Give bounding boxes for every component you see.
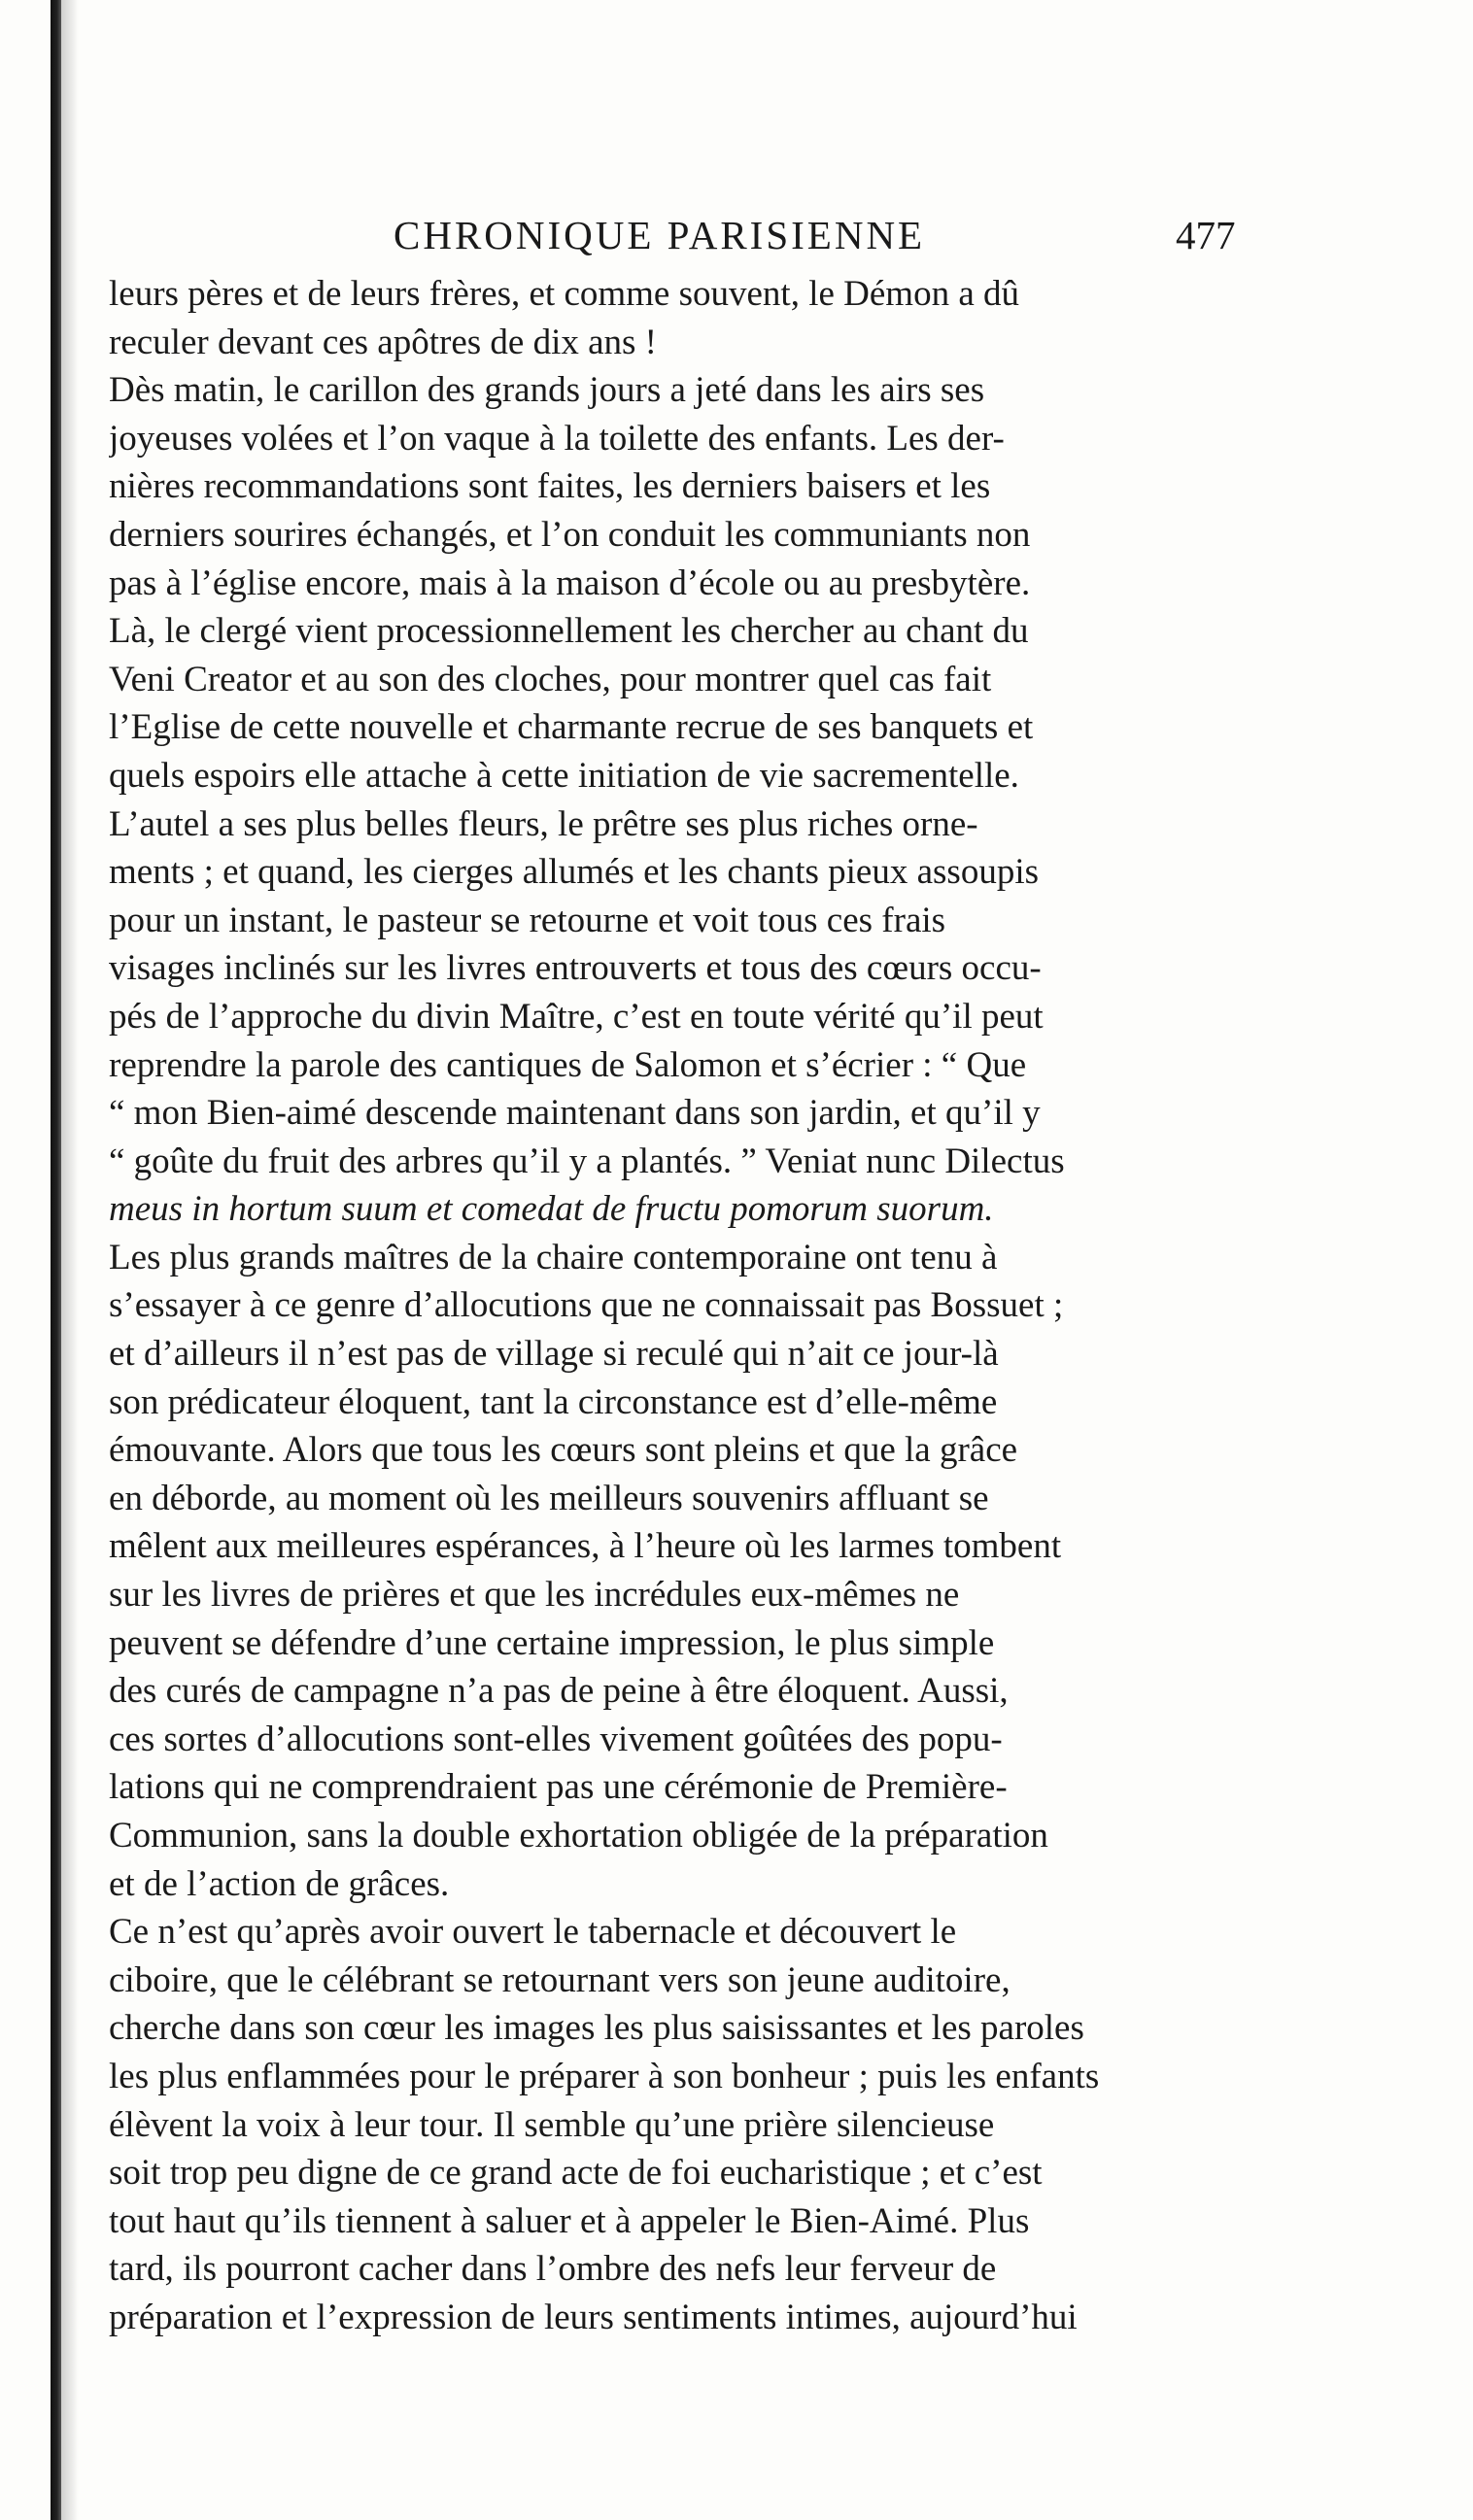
text-line: son prédicateur éloquent, tant la circonstance est d’elle-même	[109, 1381, 998, 1422]
text-line: Communion, sans la double exhortation obligée de la préparation	[109, 1816, 1048, 1856]
text-line: nières recommandations sont faites, les derniers baisers et les	[109, 466, 991, 507]
text-line: quels espoirs elle attache à cette initiation de vie sacrementelle.	[109, 755, 1019, 796]
text-line: Les plus grands maîtres de la chaire contemporaine ont tenu à	[109, 1237, 998, 1277]
text-line-italic: meus in hortum suum et comedat de fructu pomorum suorum.	[109, 1189, 994, 1230]
text-line: leurs pères et de leurs frères, et comme souvent, le Démon a dû	[109, 274, 1019, 314]
text-line: en déborde, au moment où les meilleurs souvenirs affluant se	[109, 1478, 989, 1518]
running-head: CHRONIQUE PARISIENNE	[394, 213, 926, 257]
text-line: joyeuses volées et l’on vaque à la toilette des enfants. Les der-	[109, 418, 1005, 459]
page-header	[0, 212, 1473, 260]
text-line: Ce n’est qu’après avoir ouvert le tabernacle et découvert le	[109, 1912, 957, 1953]
text-line: tard, ils pourront cacher dans l’ombre des nefs leur ferveur de	[109, 2249, 997, 2290]
text-line: reprendre la parole des cantiques de Salomon et s’écrier : “ Que	[109, 1044, 1027, 1085]
text-line: élèvent la voix à leur tour. Il semble qu’une prière silencieuse	[109, 2104, 995, 2145]
text-line: “ mon Bien-aimé descende maintenant dans son jardin, et qu’il y	[109, 1093, 1041, 1134]
text-line: Là, le clergé vient processionnellement les chercher au chant du	[109, 611, 1029, 652]
text-line: lations qui ne comprendraient pas une cérémonie de Première-	[109, 1767, 1008, 1808]
text-line: visages inclinés sur les livres entrouverts et tous des cœurs occu-	[109, 948, 1042, 989]
text-line: mêlent aux meilleures espérances, à l’heure où les larmes tombent	[109, 1526, 1062, 1567]
text-line: Veni Creator et au son des cloches, pour montrer quel cas fait	[109, 659, 992, 699]
text-line: ciboire, que le célébrant se retournant vers son jeune auditoire,	[109, 1959, 1011, 2000]
text-line: peuvent se défendre d’une certaine impression, le plus simple	[109, 1622, 995, 1663]
text-line: derniers sourires échangés, et l’on conduit les communiants non	[109, 514, 1031, 555]
binding-edge	[51, 0, 61, 2520]
body-text	[109, 270, 1246, 2342]
text-line: “ goûte du fruit des arbres qu’il y a plantés. ” Veniat nunc Dilectus	[109, 1141, 1065, 1181]
text-line: soit trop peu digne de ce grand acte de foi eucharistique ; et c’est	[109, 2153, 1043, 2194]
text-line: reculer devant ces apôtres de dix ans !	[109, 322, 657, 362]
text-line: les plus enflammées pour le préparer à son bonheur ; puis les enfants	[109, 2056, 1100, 2096]
text-line: pés de l’approche du divin Maître, c’est en toute vérité qu’il peut	[109, 996, 1044, 1037]
text-line: et de l’action de grâces.	[109, 1863, 450, 1904]
text-line: émouvante. Alors que tous les cœurs sont pleins et que la grâce	[109, 1430, 1018, 1471]
text-line: L’autel a ses plus belles fleurs, le prêtre ses plus riches orne-	[109, 803, 978, 844]
text-line: pas à l’église encore, mais à la maison d’école ou au presbytère.	[109, 562, 1031, 603]
text-line: et d’ailleurs il n’est pas de village si reculé qui n’ait ce jour-là	[109, 1334, 999, 1375]
text-line: Dès matin, le carillon des grands jours a jeté dans les airs ses	[109, 370, 985, 411]
text-line: préparation et l’expression de leurs sentiments intimes, aujourd’hui	[109, 2297, 1078, 2337]
text-line: ments ; et quand, les cierges allumés et les chants pieux assoupis	[109, 852, 1039, 893]
text-line: cherche dans son cœur les images les plus saisissantes et les paroles	[109, 2008, 1084, 2049]
text-line: sur les livres de prières et que les incrédules eux-mêmes ne	[109, 1575, 960, 1616]
text-line: pour un instant, le pasteur se retourne et voit tous ces frais	[109, 900, 946, 940]
binding-shadow	[61, 0, 79, 2520]
page-number: 477	[1176, 213, 1236, 257]
text-line: ces sortes d’allocutions sont-elles vivement goûtées des popu-	[109, 1719, 1003, 1759]
text-line: s’essayer à ce genre d’allocutions que ne connaissait pas Bossuet ;	[109, 1285, 1064, 1326]
text-line: des curés de campagne n’a pas de peine à être éloquent. Aussi,	[109, 1671, 1009, 1712]
text-line: l’Eglise de cette nouvelle et charmante recrue de ses banquets et	[109, 707, 1034, 748]
text-line: tout haut qu’ils tiennent à saluer et à appeler le Bien-Aimé. Plus	[109, 2200, 1030, 2241]
